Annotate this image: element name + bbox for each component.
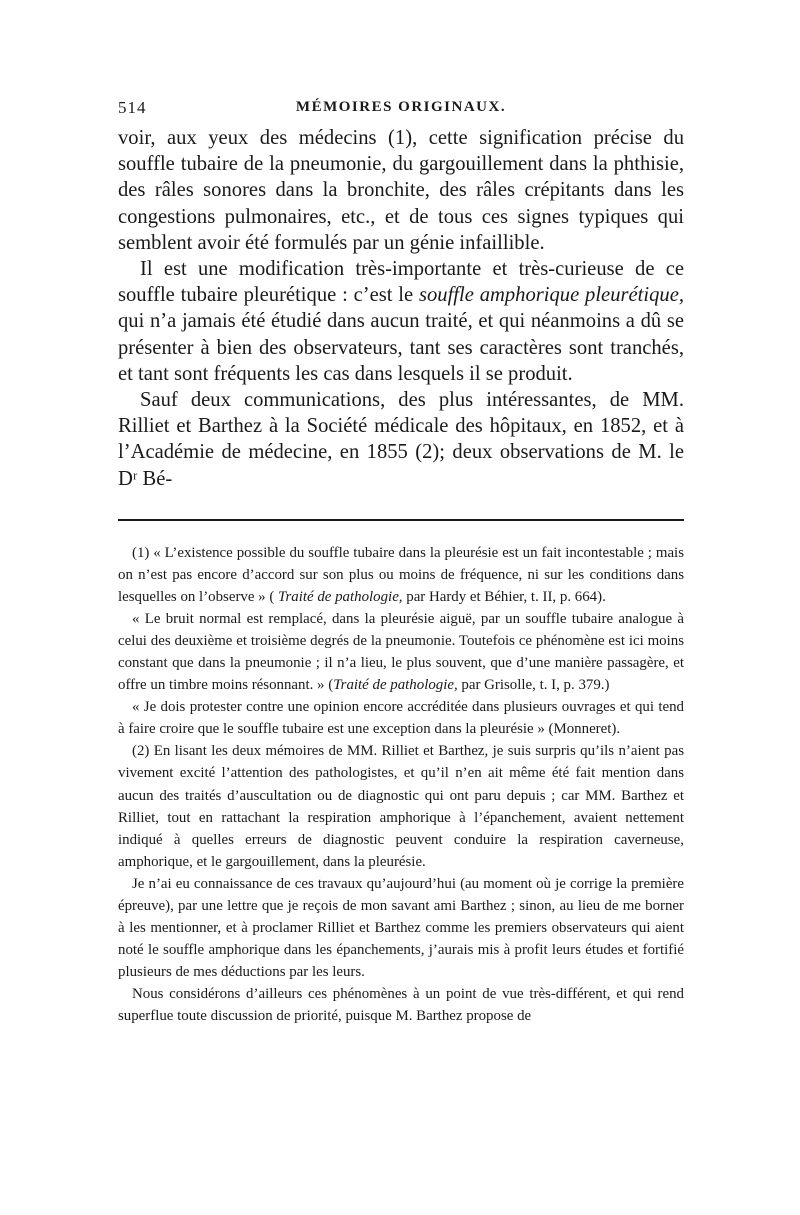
paragraph-1: voir, aux yeux des médecins (1), cette signification précise du souffle tubaire de la pneumonie, du gargouillement dans la phthisie, des râles sonores dans la bronchite, des râles crépitants dans les congestions pulmonaires, etc., et de tous ces signes typiques qui semblent avoir été formulés par un génie infaillible. bbox=[118, 127, 684, 254]
footnote-1-quote-2-text-a: « Le bruit normal est remplacé, dans la pleurésie aiguë, par un souffle tubaire analogue à celui des deuxième et troisième degrés de la pneumonie. Toutefois ce phénomène est ici moins constant que dans la pneumonie ; il n’a lieu, le plus souvent, que d’une manière passagère, et offre un timbre moins résonnant. » ( bbox=[118, 611, 684, 694]
footnote-1-italic: Traité de pathologie, bbox=[278, 589, 403, 606]
footnote-1-text-a: (1) « L’existence possible du souffle tubaire dans la pleurésie est un fait incontestable ; mais on n’est pas encore d’accord sur son plus ou moins de fréquence, ni sur les conditions dans lesquelles on l’observe » ( bbox=[118, 545, 684, 606]
paragraph-2-italic: souffle amphorique pleurétique, bbox=[418, 284, 684, 307]
running-title: MÉMOIRES ORIGINAUX. bbox=[295, 99, 507, 115]
running-header bbox=[118, 98, 684, 124]
footnote-1-quote-2-text-b: par Grisolle, t. I, p. 379.) bbox=[457, 677, 610, 694]
footnote-1 bbox=[118, 542, 684, 608]
footnote-1-quote-2-italic: Traité de pathologie, bbox=[333, 677, 458, 694]
paragraph-2-text-b: qui n’a jamais été étudié dans aucun traité, et qui néanmoins a dû se présenter à bien des observateurs, tant ses caractères sont tranchés, et tant sont fréquents les cas dans lesquels il se produit. bbox=[118, 310, 684, 385]
footnote-2-para-3: Nous considérons d’ailleurs ces phénomènes à un point de vue très-différent, et qui rend superflue toute discussion de priorité, puisque M. Barthez propose de bbox=[118, 985, 684, 1024]
paragraph-3: Sauf deux communications, des plus intéressantes, de MM. Rilliet et Barthez à la Société médicale des hôpitaux, en 1852, et à l’Académie de médecine, en 1855 (2); deux observations de M. le Dʳ Bé- bbox=[118, 389, 684, 490]
paragraph-2-text-a: Il est une modification très-importante et très-curieuse de ce souffle tubaire pleurétique : c’est le bbox=[118, 258, 684, 307]
footnote-separator bbox=[118, 519, 684, 521]
paragraph-2 bbox=[118, 256, 684, 387]
footnote-2-para-2: Je n’ai eu connaissance de ces travaux qu’aujourd’hui (au moment où je corrige la première épreuve), par une lettre que je reçois de mon savant ami Barthez ; sinon, au lieu de me borner à les mentionner, et à proclamer Rilliet et Barthez comme les premiers observateurs qui aient noté le souffle amphorique dans les épanchements, j’aurais mis à profit leurs études et fortifié plusieurs de mes déductions par les leurs. bbox=[118, 875, 684, 980]
footnote-1-quote-2 bbox=[118, 608, 684, 696]
main-text bbox=[118, 125, 684, 492]
footnote-2: (2) En lisant les deux mémoires de MM. Rilliet et Barthez, je suis surpris qu’ils n’aient pas vivement excité l’attention des pathologistes, et qu’il n’en ait même été fait mention dans aucun des traités d’auscultation ou de diagnostic qui ont paru depuis ; car MM. Barthez et Rilliet, tout en rattachant la respiration amphorique à l’épanchement, avaient nettement indiqué à quelles erreurs de diagnostic peuvent conduire la respiration caverneuse, amphorique, et le gargouillement, dans la pleurésie. bbox=[118, 743, 684, 870]
page-number: 514 bbox=[118, 98, 147, 117]
footnote-1-quote-3: « Je dois protester contre une opinion encore accréditée dans plusieurs ouvrages et qui tend à faire croire que le souffle tubaire est une exception dans la pleurésie » (Monneret). bbox=[118, 699, 684, 738]
footnotes bbox=[118, 542, 684, 1027]
footnote-1-text-b: par Hardy et Béhier, t. II, p. 664). bbox=[402, 589, 606, 606]
